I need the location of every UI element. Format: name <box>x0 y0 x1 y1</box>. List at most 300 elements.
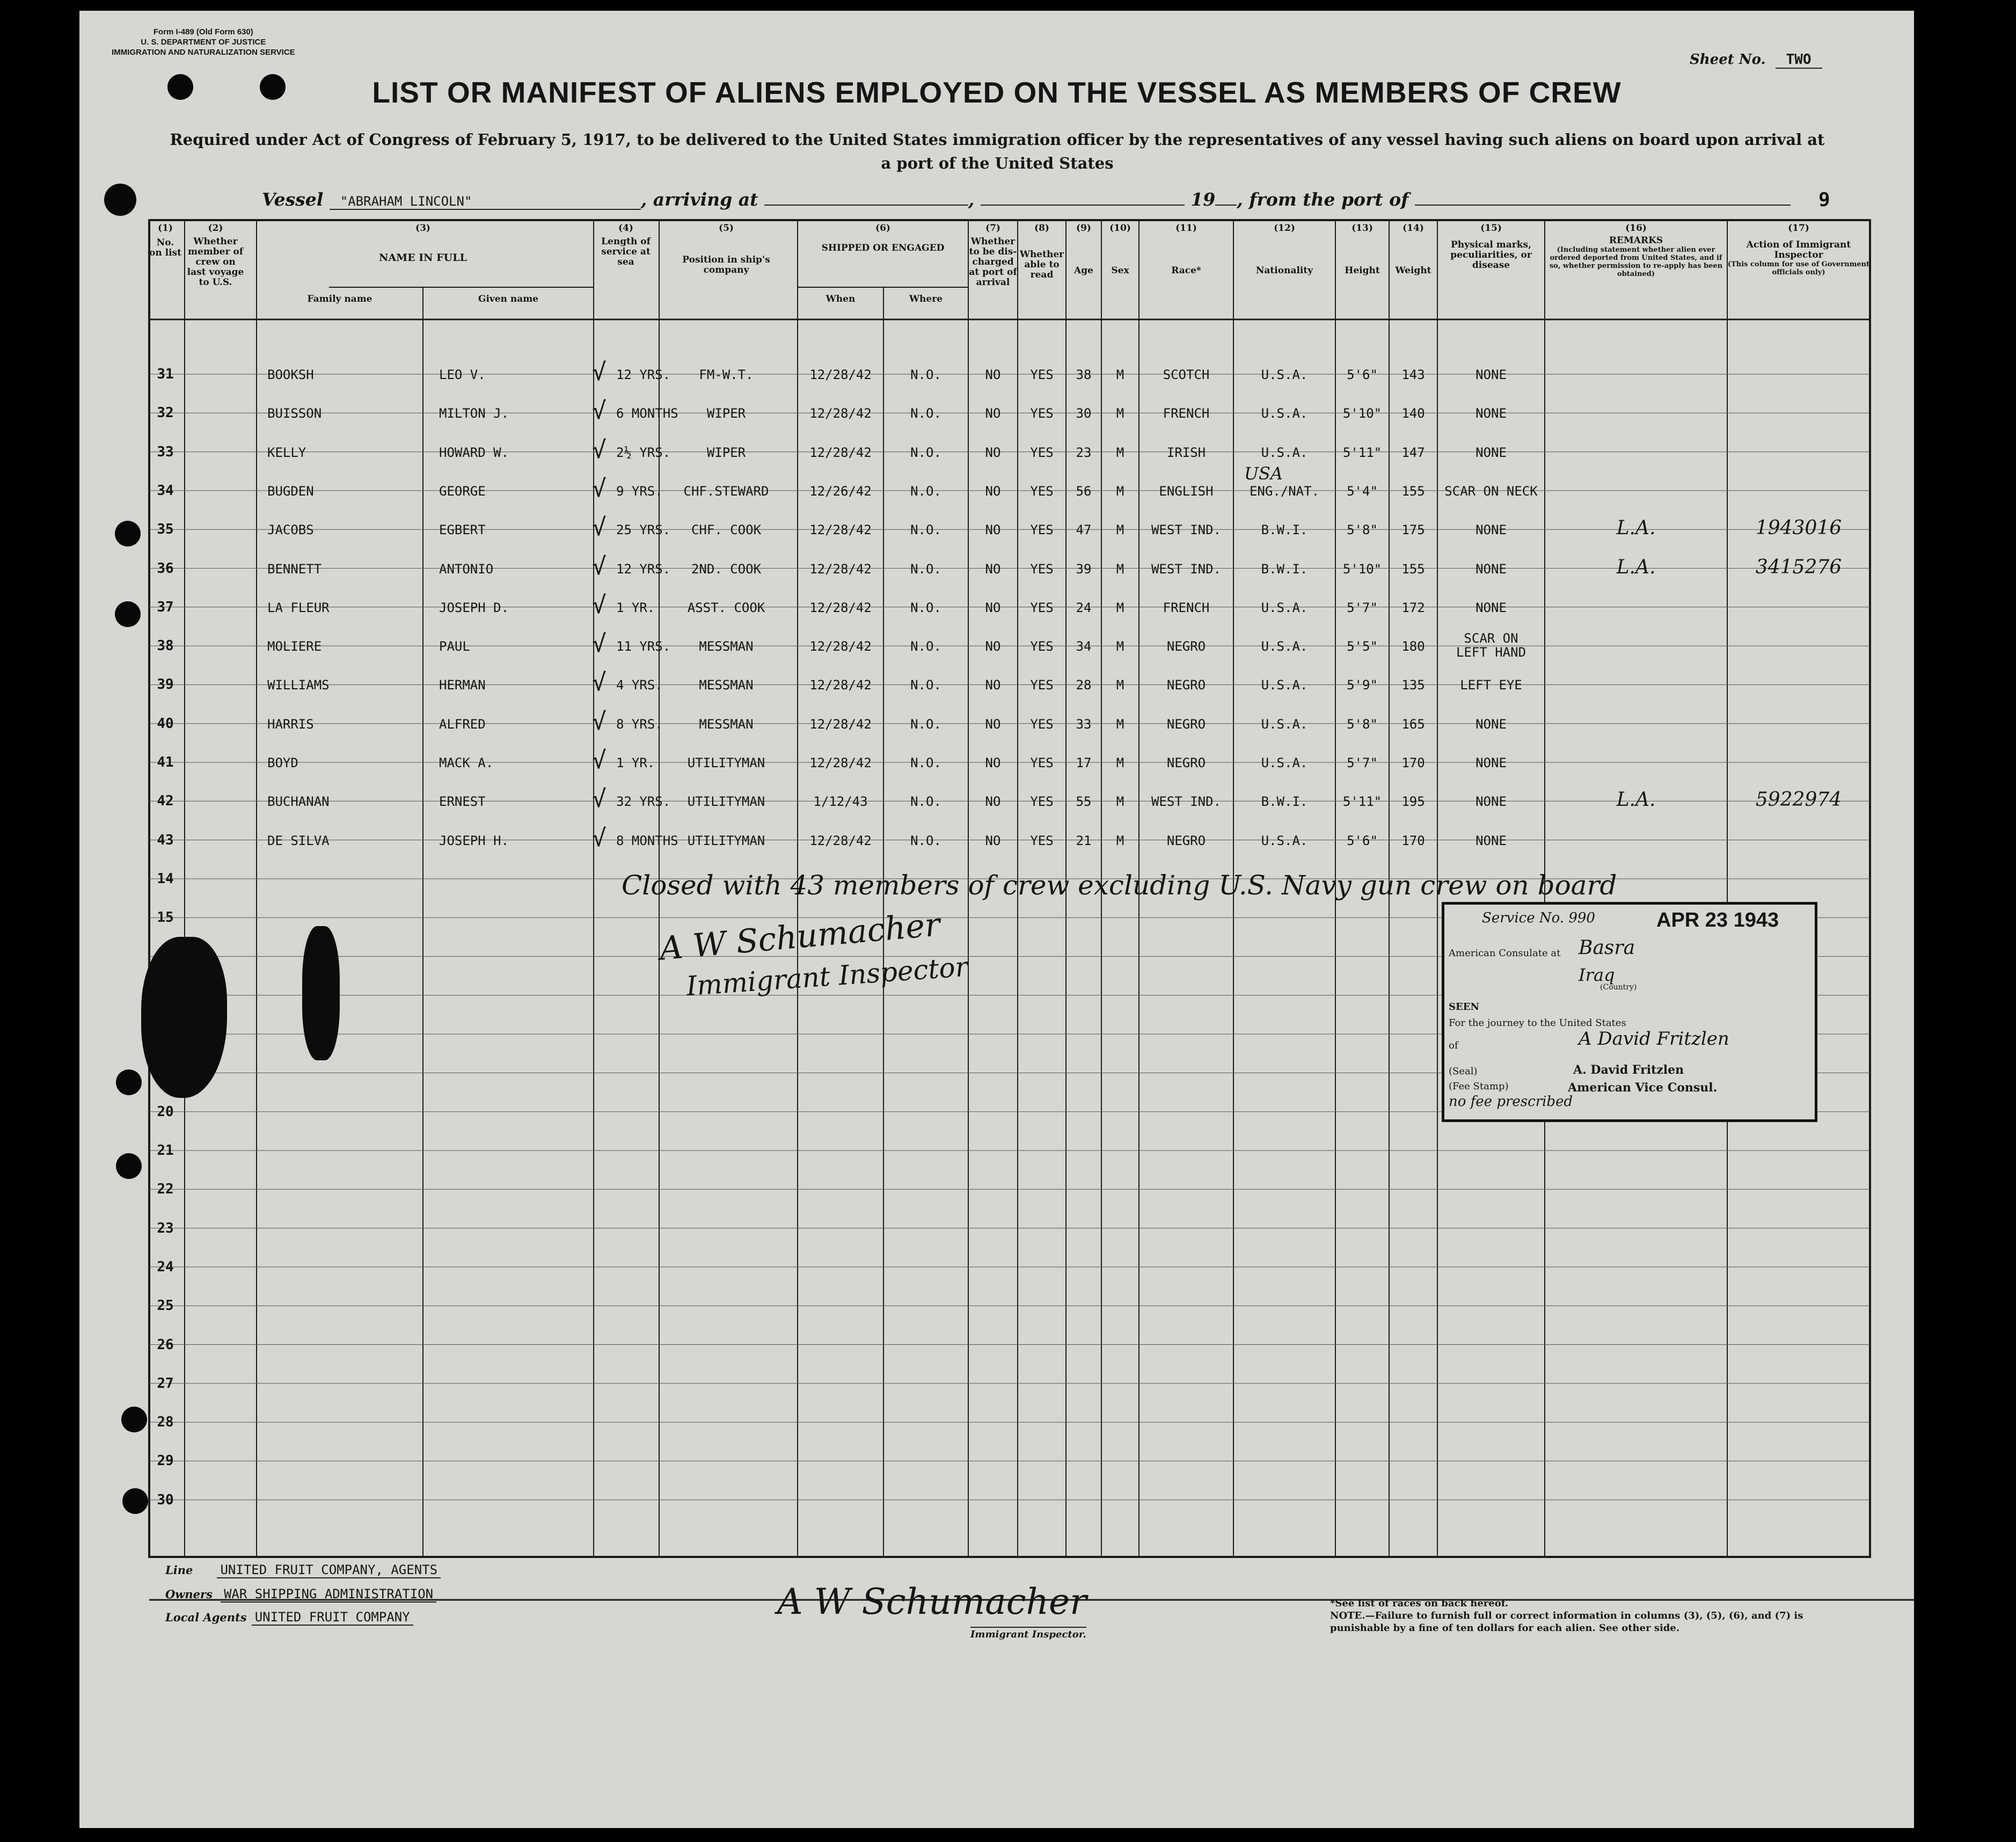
row-number: 36 <box>157 560 174 577</box>
footer-line <box>165 1562 441 1577</box>
cell-age: 28 <box>1076 678 1092 693</box>
cell-height: 5'6" <box>1347 367 1378 382</box>
cell-length: 8 YRS. <box>616 716 663 732</box>
header-col-11 <box>1139 223 1233 276</box>
header-col-3 <box>257 223 589 263</box>
punch-hole <box>116 1153 142 1179</box>
cell-length: 8 MONTHS <box>616 833 678 848</box>
cell-race: FRENCH <box>1163 406 1210 421</box>
stamp-seen: SEEN <box>1449 1001 1479 1013</box>
cell-length: 12 YRS. <box>616 367 671 382</box>
cell-read: YES <box>1030 406 1054 421</box>
form-number: Form I-489 (Old Form 630) <box>153 27 253 37</box>
check-mark-icon: √ <box>592 359 607 386</box>
row-number: 32 <box>157 405 174 421</box>
footer-line-label: Line <box>165 1563 193 1577</box>
cell-position: 2ND. COOK <box>691 561 762 577</box>
col-num-2: (2) <box>208 223 223 234</box>
header-col-6 <box>798 223 968 253</box>
cell-position: ASST. COOK <box>687 600 765 615</box>
sheet-number-value: TWO <box>1776 52 1822 69</box>
cell-sex: M <box>1116 716 1124 732</box>
stamp-service-no: Service No. 990 <box>1482 910 1595 926</box>
cell-position: UTILITYMAN <box>687 755 765 770</box>
cell-discharged: NO <box>985 522 1001 538</box>
cell-read: YES <box>1030 716 1054 732</box>
cell-where: N.O. <box>910 755 941 770</box>
cell-family: JACOBS <box>267 522 314 538</box>
cell-length: 11 YRS. <box>616 639 671 654</box>
header-discharged: Whether to be dis-charged at port of arrival <box>969 236 1017 288</box>
cell-sex: M <box>1116 561 1124 577</box>
header-weight: Weight <box>1395 265 1431 276</box>
cell-family: BOOKSH <box>267 367 314 382</box>
cell-age: 39 <box>1076 561 1092 577</box>
cell-height: 5'9" <box>1347 678 1378 693</box>
header-action: Action of Immigrant Inspector <box>1746 239 1851 260</box>
cell-family: BENNETT <box>267 561 322 577</box>
manifest-sheet <box>79 11 1914 1828</box>
punch-hole <box>116 1069 142 1095</box>
header-remarks-sub: (Including statement whether alien ever ordered deported from United States, and if so, whether permission to re-apply has been obtained) <box>1549 246 1723 278</box>
header-col-14 <box>1389 223 1437 276</box>
stamp-consulate-label: American Consulate at <box>1449 948 1561 959</box>
cell-age: 56 <box>1076 483 1092 499</box>
cell-length: 4 YRS. <box>616 678 663 693</box>
cell-position: CHF. COOK <box>691 522 762 538</box>
header-col-15 <box>1437 223 1545 271</box>
empty-row-number: 15 <box>157 909 174 926</box>
department-name: U. S. DEPARTMENT OF JUSTICE <box>141 38 266 47</box>
cell-when: 12/28/42 <box>809 716 872 732</box>
cell-family: KELLY <box>267 445 306 460</box>
cell-family: HARRIS <box>267 716 314 732</box>
header-no-on-list: No. on list <box>149 237 181 258</box>
cell-age: 17 <box>1076 755 1092 770</box>
check-mark-icon: √ <box>592 669 607 697</box>
header-col-13 <box>1335 223 1389 276</box>
cell-position: FM-W.T. <box>699 367 754 382</box>
footer-agents-label: Local Agents <box>165 1611 247 1624</box>
punch-hole <box>167 74 193 100</box>
cell-read: YES <box>1030 445 1054 460</box>
col-num-11: (11) <box>1175 223 1197 234</box>
col-num-4: (4) <box>618 223 633 234</box>
check-mark-icon: √ <box>592 824 607 852</box>
cell-height: 5'7" <box>1347 600 1378 615</box>
cell-weight: 175 <box>1401 522 1425 538</box>
cell-physical: NONE <box>1476 445 1507 460</box>
cell-physical: NONE <box>1476 561 1507 577</box>
footer-notes <box>1330 1597 1813 1634</box>
cell-physical: LEFT EYE <box>1460 678 1522 693</box>
cell-nationality: B.W.I. <box>1261 794 1308 810</box>
cell-length: 32 YRS. <box>616 794 671 810</box>
header-col-16 <box>1545 223 1727 278</box>
cell-discharged: NO <box>985 445 1001 460</box>
cell-action: 1943016 <box>1755 517 1842 540</box>
cell-when: 12/28/42 <box>809 678 872 693</box>
cell-age: 47 <box>1076 522 1092 538</box>
cell-race: NEGRO <box>1166 678 1206 693</box>
footer-note-penalty: NOTE.—Failure to furnish full or correct information in columns (3), (5), (6), and (7) is punishable by a fine of ten dollars for each alien. See other side. <box>1330 1610 1803 1634</box>
header-col-12 <box>1233 223 1335 276</box>
from-port-label: , from the port of <box>1237 189 1409 210</box>
header-shipped: SHIPPED OR ENGAGED <box>821 243 945 253</box>
cell-sex: M <box>1116 678 1124 693</box>
check-mark-icon: √ <box>592 436 607 464</box>
cell-when: 12/28/42 <box>809 406 872 421</box>
page-number: 9 <box>1818 189 1830 211</box>
empty-row-number: 21 <box>157 1142 174 1159</box>
cell-weight: 165 <box>1401 716 1425 732</box>
footer-signature: A W Schumacher <box>777 1581 1087 1622</box>
cell-action: 5922974 <box>1755 789 1842 811</box>
header-col-1 <box>149 223 181 258</box>
cell-physical: NONE <box>1476 600 1507 615</box>
inspector-signature: A W Schumacher <box>658 906 942 968</box>
check-mark-icon: √ <box>592 708 607 736</box>
cell-read: YES <box>1030 600 1054 615</box>
cell-weight: 140 <box>1401 406 1425 421</box>
cell-height: 5'8" <box>1347 716 1378 732</box>
inspector-title-handwritten: Immigrant Inspector <box>685 951 969 1002</box>
row-number: 38 <box>157 638 174 654</box>
cell-nationality: U.S.A. <box>1261 406 1308 421</box>
cell-sex: M <box>1116 406 1124 421</box>
row-number: 34 <box>157 482 174 499</box>
empty-row-number: 29 <box>157 1453 174 1469</box>
cell-discharged: NO <box>985 483 1001 499</box>
col-num-6: (6) <box>875 223 890 234</box>
cell-family: LA FLEUR <box>267 600 330 615</box>
header-whether-member: Whether member of crew on last voyage to U.S. <box>187 236 244 288</box>
cell-length: 9 YRS. <box>616 483 663 499</box>
page-subtitle: Required under Act of Congress of February 5, 1917, to be delivered to the United States immigration officer by the representatives of any vessel having such aliens on board upon arrival at a port of the United States <box>170 130 1825 172</box>
vessel-label: Vessel <box>262 189 324 210</box>
cell-discharged: NO <box>985 716 1001 732</box>
cell-race: NEGRO <box>1166 833 1206 848</box>
cell-weight: 180 <box>1401 639 1425 654</box>
stamp-date: APR 23 1943 <box>1656 909 1779 931</box>
row-number: 31 <box>157 366 174 382</box>
cell-height: 5'8" <box>1347 522 1378 538</box>
cell-weight: 135 <box>1401 678 1425 693</box>
col-num-14: (14) <box>1403 223 1424 234</box>
cell-physical: NONE <box>1476 794 1507 810</box>
cell-where: N.O. <box>910 367 941 382</box>
empty-row-number: 30 <box>157 1491 174 1508</box>
cell-age: 23 <box>1076 445 1092 460</box>
cell-nationality: U.S.A. <box>1261 445 1308 460</box>
cell-discharged: NO <box>985 833 1001 848</box>
row-number: 42 <box>157 793 174 810</box>
cell-where: N.O. <box>910 561 941 577</box>
check-mark-icon: √ <box>592 747 607 774</box>
cell-given: LEO V. <box>439 367 486 382</box>
cell-race: NEGRO <box>1166 755 1206 770</box>
footer-note-races: *See list of races on back hereof. <box>1330 1598 1509 1609</box>
cell-position: WIPER <box>706 406 746 421</box>
cell-physical: SCAR ON NECK <box>1444 483 1538 499</box>
footer-owners-label: Owners <box>165 1588 213 1601</box>
embossed-seal-left <box>141 937 227 1098</box>
cell-position: UTILITYMAN <box>687 794 765 810</box>
cell-physical: NONE <box>1476 522 1507 538</box>
cell-weight: 147 <box>1401 445 1425 460</box>
vessel-name: "ABRAHAM LINCOLN" <box>330 194 641 210</box>
arriving-label: , arriving at <box>640 189 758 210</box>
punch-hole <box>260 74 286 100</box>
closing-note: Closed with 43 members of crew excluding U.S. Navy gun crew on board <box>622 870 1617 901</box>
cell-when: 12/28/42 <box>809 561 872 577</box>
col-num-1: (1) <box>158 223 173 234</box>
cell-race: FRENCH <box>1163 600 1210 615</box>
col-num-5: (5) <box>719 223 734 234</box>
cell-age: 55 <box>1076 794 1092 810</box>
col-num-16: (16) <box>1625 223 1647 234</box>
cell-age: 24 <box>1076 600 1092 615</box>
vessel-line: Vessel "ABRAHAM LINCOLN" , arriving at , 19 , from the port of <box>262 189 1791 210</box>
cell-family: BUISSON <box>267 406 322 421</box>
header-col-10 <box>1101 223 1139 276</box>
cell-weight: 195 <box>1401 794 1425 810</box>
cell-family: WILLIAMS <box>267 678 330 693</box>
empty-row-number: 23 <box>157 1220 174 1236</box>
header-race: Race* <box>1171 265 1201 276</box>
cell-given: PAUL <box>439 639 470 654</box>
col-num-17: (17) <box>1788 223 1809 234</box>
footer-line-value: UNITED FRUIT COMPANY, AGENTS <box>217 1562 441 1578</box>
cell-when: 12/28/42 <box>809 639 872 654</box>
cell-family: DE SILVA <box>267 833 330 848</box>
cell-position: WIPER <box>706 445 746 460</box>
cell-family: BOYD <box>267 755 298 770</box>
header-name-in-full: NAME IN FULL <box>379 252 467 264</box>
stamp-consul-title: American Vice Consul. <box>1568 1081 1718 1095</box>
cell-family: BUCHANAN <box>267 794 330 810</box>
row-number: 35 <box>157 521 174 538</box>
punch-hole <box>115 601 141 627</box>
cell-length: 6 MONTHS <box>616 406 678 421</box>
header-given-name: Given name <box>478 294 539 304</box>
cell-sex: M <box>1116 445 1124 460</box>
header-position: Position in ship's company <box>682 254 770 275</box>
header-physical: Physical marks, peculiarities, or disease <box>1450 239 1532 271</box>
cell-nationality: U.S.A. <box>1261 367 1308 382</box>
cell-read: YES <box>1030 639 1054 654</box>
cell-race: NEGRO <box>1166 716 1206 732</box>
footer-agents <box>165 1610 413 1625</box>
cell-height: 5'5" <box>1347 639 1378 654</box>
cell-discharged: NO <box>985 367 1001 382</box>
cell-position: CHF.STEWARD <box>683 483 769 499</box>
check-mark-icon: √ <box>592 397 607 425</box>
punch-hole <box>115 521 141 547</box>
cell-where: N.O. <box>910 794 941 810</box>
cell-when: 12/26/42 <box>809 483 872 499</box>
cell-race: ENGLISH <box>1159 483 1214 499</box>
cell-length: 1 YR. <box>616 600 655 615</box>
year-label: 19 <box>1190 189 1216 210</box>
cell-position: UTILITYMAN <box>687 833 765 848</box>
cell-height: 5'7" <box>1347 755 1378 770</box>
header-able-read: Whether able to read <box>1019 249 1064 280</box>
cell-sex: M <box>1116 600 1124 615</box>
header-remarks: REMARKS <box>1609 235 1663 246</box>
cell-race: IRISH <box>1166 445 1206 460</box>
check-mark-icon: √ <box>592 785 607 813</box>
cell-position: MESSMAN <box>699 639 754 654</box>
cell-weight: 170 <box>1401 833 1425 848</box>
empty-row-number: 20 <box>157 1103 174 1120</box>
cell-when: 1/12/43 <box>813 794 868 810</box>
cell-read: YES <box>1030 833 1054 848</box>
cell-age: 21 <box>1076 833 1092 848</box>
header-col-7 <box>968 223 1018 288</box>
cell-given: HERMAN <box>439 678 486 693</box>
cell-when: 12/28/42 <box>809 445 872 460</box>
cell-length: 1 YR. <box>616 755 655 770</box>
cell-discharged: NO <box>985 639 1001 654</box>
cell-where: N.O. <box>910 600 941 615</box>
cell-weight: 155 <box>1401 561 1425 577</box>
cell-physical: NONE <box>1476 716 1507 732</box>
cell-read: YES <box>1030 483 1054 499</box>
col-num-8: (8) <box>1034 223 1049 234</box>
empty-row-number: 26 <box>157 1336 174 1353</box>
cell-height: 5'11" <box>1342 794 1382 810</box>
empty-row-number: 27 <box>157 1375 174 1392</box>
cell-discharged: NO <box>985 406 1001 421</box>
header-family-name: Family name <box>307 294 372 304</box>
cell-age: 34 <box>1076 639 1092 654</box>
cell-height: 5'10" <box>1342 406 1382 421</box>
cell-nationality: U.S.A. <box>1261 833 1308 848</box>
cell-nationality: U.S.A. <box>1261 755 1308 770</box>
cell-race: WEST IND. <box>1151 522 1222 538</box>
col-num-10: (10) <box>1109 223 1131 234</box>
empty-row-number: 28 <box>157 1414 174 1431</box>
header-col-5 <box>659 223 793 275</box>
col-num-9: (9) <box>1076 223 1091 234</box>
row-number: 40 <box>157 715 174 732</box>
cell-height: 5'4" <box>1347 483 1378 499</box>
check-mark-icon: √ <box>592 591 607 619</box>
punch-hole <box>122 1488 148 1514</box>
header-col-4 <box>594 223 658 267</box>
header-where: Where <box>909 294 943 304</box>
header-col-2 <box>185 223 246 288</box>
cell-given: JOSEPH H. <box>439 833 509 848</box>
cell-nationality: ENG./NAT. <box>1249 483 1320 499</box>
cell-physical: NONE <box>1476 755 1507 770</box>
cell-family: BUGDEN <box>267 483 314 499</box>
footer-agents-value: UNITED FRUIT COMPANY <box>252 1610 413 1626</box>
cell-where: N.O. <box>910 716 941 732</box>
service-name: IMMIGRATION AND NATURALIZATION SERVICE <box>112 48 295 57</box>
header-length-service: Length of service at sea <box>601 236 651 267</box>
punch-hole <box>121 1407 147 1432</box>
check-mark-icon: √ <box>592 552 607 580</box>
cell-nationality: U.S.A. <box>1261 639 1308 654</box>
col-num-3: (3) <box>415 223 430 234</box>
header-col-17 <box>1727 223 1870 276</box>
stamp-fee-note: no fee prescribed <box>1449 1094 1573 1110</box>
cell-age: 38 <box>1076 367 1092 382</box>
stamp-consul-name: A. David Fritzlen <box>1573 1063 1684 1077</box>
cell-physical: SCAR ON LEFT HAND <box>1456 631 1526 660</box>
col-num-12: (12) <box>1274 223 1295 234</box>
cell-race: WEST IND. <box>1151 794 1222 810</box>
consulate-stamp <box>1442 902 1817 1122</box>
cell-length: 12 YRS. <box>616 561 671 577</box>
cell-when: 12/28/42 <box>809 600 872 615</box>
punch-hole <box>104 184 136 216</box>
cell-weight: 170 <box>1401 755 1425 770</box>
cell-length: 25 YRS. <box>616 522 671 538</box>
footer-owners <box>165 1586 436 1601</box>
cell-physical: NONE <box>1476 406 1507 421</box>
empty-row-number: 25 <box>157 1298 174 1314</box>
header-age: Age <box>1074 265 1093 276</box>
footer-signature-caption: Immigrant Inspector. <box>970 1627 1086 1640</box>
stamp-of-label: of <box>1449 1040 1458 1051</box>
cell-height: 5'10" <box>1342 561 1382 577</box>
sheet-number-label: Sheet No. <box>1690 52 1766 68</box>
stamp-consul-signature: A David Fritzlen <box>1579 1028 1729 1050</box>
stamp-journey: For the journey to the United States <box>1449 1017 1626 1029</box>
cell-read: YES <box>1030 522 1054 538</box>
cell-nationality: U.S.A. <box>1261 678 1308 693</box>
cell-physical: NONE <box>1476 367 1507 382</box>
stamp-seal-label: (Seal) <box>1449 1066 1478 1077</box>
cell-position: MESSMAN <box>699 716 754 732</box>
cell-height: 5'11" <box>1342 445 1382 460</box>
stamp-country-label: (Country) <box>1600 983 1637 992</box>
cell-nationality: U.S.A. <box>1261 600 1308 615</box>
cell-when: 12/28/42 <box>809 367 872 382</box>
cell-discharged: NO <box>985 794 1001 810</box>
cell-where: N.O. <box>910 522 941 538</box>
cell-read: YES <box>1030 678 1054 693</box>
cell-given: MILTON J. <box>439 406 509 421</box>
row-number: 33 <box>157 443 174 460</box>
page-title: LIST OR MANIFEST OF ALIENS EMPLOYED ON THE VESSEL AS MEMBERS OF CREW <box>372 76 1621 109</box>
row-number: 39 <box>157 676 174 693</box>
cell-sex: M <box>1116 833 1124 848</box>
cell-where: N.O. <box>910 483 941 499</box>
cell-length: 2½ YRS. <box>616 445 671 460</box>
header-height: Height <box>1345 265 1380 276</box>
cell-discharged: NO <box>985 755 1001 770</box>
cell-read: YES <box>1030 367 1054 382</box>
cell-race: WEST IND. <box>1151 561 1222 577</box>
cell-discharged: NO <box>985 600 1001 615</box>
cell-read: YES <box>1030 561 1054 577</box>
cell-read: YES <box>1030 794 1054 810</box>
cell-given: ERNEST <box>439 794 486 810</box>
cell-given: GEORGE <box>439 483 486 499</box>
cell-remarks: L.A. <box>1616 556 1656 578</box>
cell-race: NEGRO <box>1166 639 1206 654</box>
cell-given: ANTONIO <box>439 561 494 577</box>
cell-physical: NONE <box>1476 833 1507 848</box>
cell-where: N.O. <box>910 445 941 460</box>
header-col-8 <box>1018 223 1066 280</box>
cell-action: 3415276 <box>1755 556 1842 578</box>
cell-sex: M <box>1116 639 1124 654</box>
